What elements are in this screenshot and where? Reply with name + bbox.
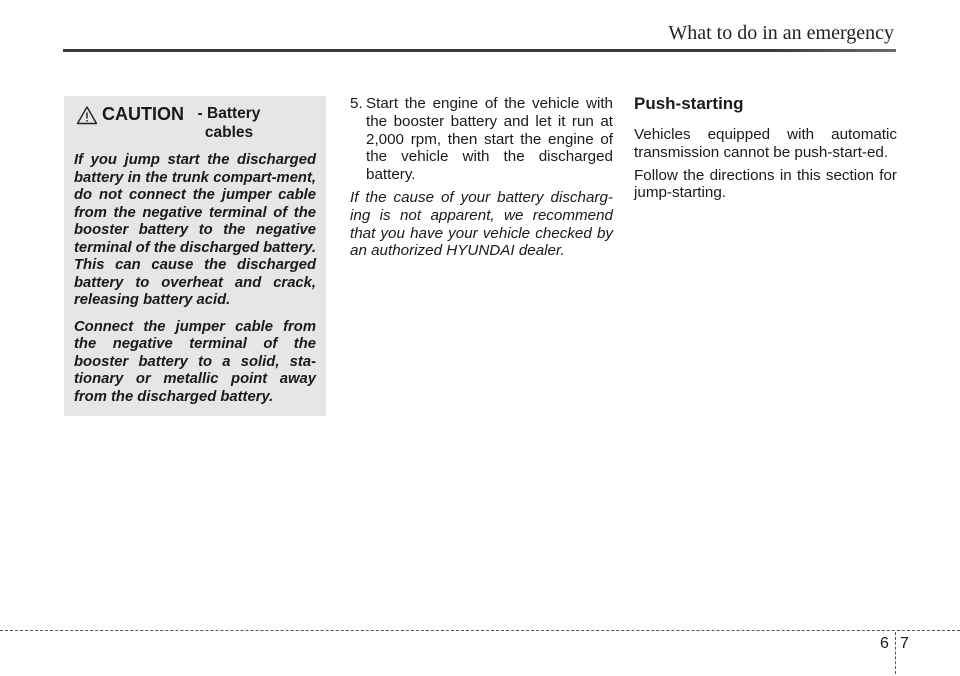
caution-label: CAUTION bbox=[102, 104, 184, 124]
right-column bbox=[634, 94, 897, 207]
page-number-separator bbox=[895, 632, 896, 674]
dealer-note: If the cause of your battery discharg-ing is not apparent, we recommend that you have your vehicle checked by an authorized HYUNDAI dealer. bbox=[350, 188, 613, 260]
warning-triangle-icon bbox=[76, 105, 98, 125]
running-header-title: What to do in an emergency bbox=[668, 22, 894, 44]
push-start-paragraph-2: Follow the directions in this section for jump-starting. bbox=[634, 166, 897, 202]
caution-box bbox=[64, 96, 326, 416]
chapter-number: 6 bbox=[880, 635, 889, 652]
step-5 bbox=[350, 95, 613, 184]
page-number: 7 bbox=[900, 635, 909, 652]
step-text: Start the engine of the vehicle with the booster battery and let it run at 2,000 rpm, then start the engine of the vehicle with the discharged battery. bbox=[366, 95, 613, 184]
step-number: 5. bbox=[350, 95, 363, 112]
caution-title bbox=[74, 104, 318, 142]
middle-column bbox=[350, 95, 613, 260]
header-rule bbox=[63, 49, 896, 52]
caution-paragraph-1: If you jump start the discharged battery in the trunk compart-ment, do not connect the jumper cable from the negative terminal of the booster battery to the negative terminal of the discharged battery. This can cause the discharged battery to overheat and crack, releasing battery acid. bbox=[74, 152, 317, 308]
section-heading: Push-starting bbox=[634, 94, 744, 113]
caution-paragraph-2: Connect the jumper cable from the negative terminal of the booster battery to a solid, sta-tionary or metallic point away from the discharged battery. bbox=[74, 318, 316, 405]
push-start-paragraph-1: Vehicles equipped with automatic transmission cannot be push-start-ed. bbox=[634, 126, 897, 161]
footer-rule bbox=[0, 630, 960, 631]
caution-subtitle: - Battery cables bbox=[197, 105, 261, 141]
